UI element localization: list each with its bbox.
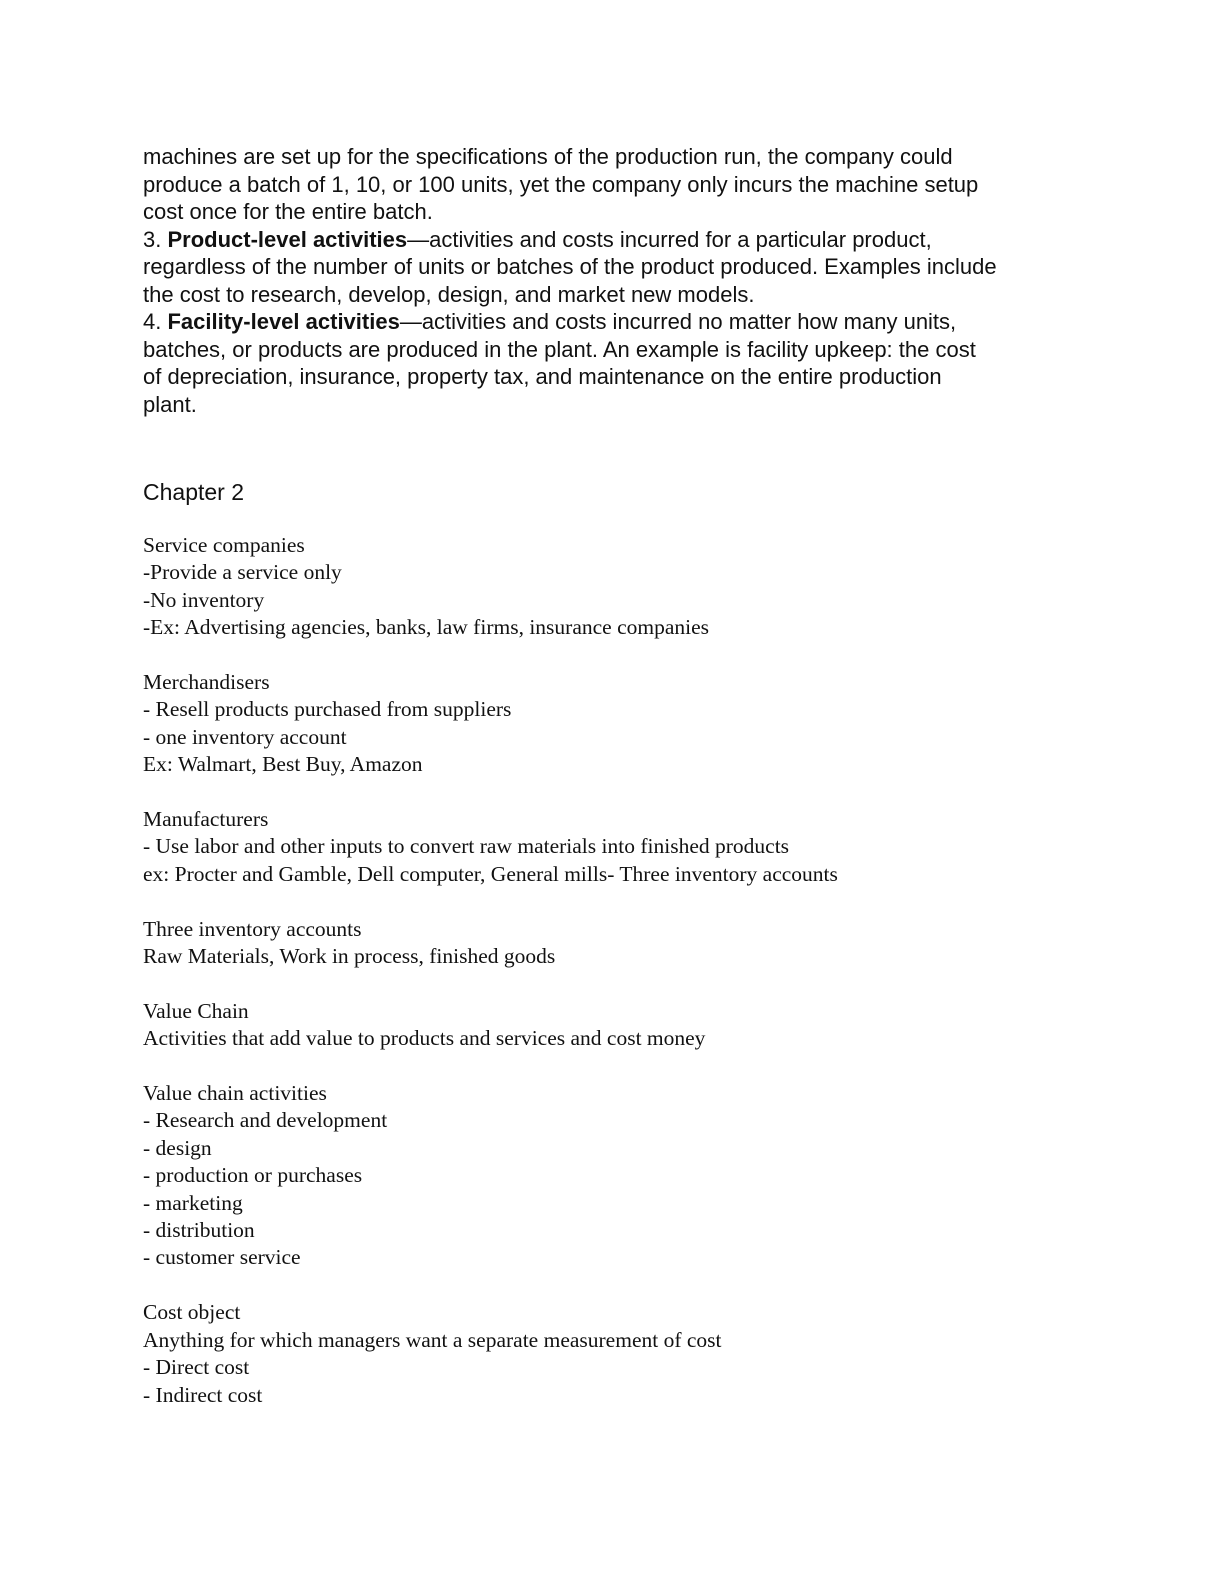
section-line: -No inventory xyxy=(143,587,265,612)
section-line: -Provide a service only xyxy=(143,560,342,585)
text-line: plant. xyxy=(143,391,197,417)
document-page xyxy=(143,143,1103,1409)
section-heading: Cost object xyxy=(143,1300,241,1325)
item-number: 3. xyxy=(143,226,168,252)
section-line: - customer service xyxy=(143,1245,301,1270)
chapter-heading: Chapter 2 xyxy=(143,479,245,505)
list-item-product-level xyxy=(143,226,1103,254)
section-line: Anything for which managers want a separate measurement of cost xyxy=(143,1327,722,1352)
section-line: - Research and development xyxy=(143,1108,388,1133)
section-line: ex: Procter and Gamble, Dell computer, General mills- Three inventory accounts xyxy=(143,861,838,886)
text-line: regardless of the number of units or batches of the product produced. Examples include xyxy=(143,254,997,279)
section-heading: Merchandisers xyxy=(143,670,270,695)
section-line: - Use labor and other inputs to convert raw materials into finished products xyxy=(143,834,790,859)
section-line: - Direct cost xyxy=(143,1355,250,1380)
note-section xyxy=(143,916,1103,971)
note-section xyxy=(143,998,1103,1053)
section-line: - design xyxy=(143,1135,212,1160)
section-line: - distribution xyxy=(143,1218,255,1243)
section-line: - one inventory account xyxy=(143,724,347,749)
note-section xyxy=(143,669,1103,779)
section-heading: Value chain activities xyxy=(143,1081,327,1106)
section-line: - Indirect cost xyxy=(143,1382,263,1407)
term-product-level: Product-level activities xyxy=(167,226,408,252)
text-line: produce a batch of 1, 10, or 100 units, yet the company only incurs the machine setup xyxy=(143,171,979,197)
section-line: - production or purchases xyxy=(143,1163,363,1188)
text-line: of depreciation, insurance, property tax, and maintenance on the entire production xyxy=(143,364,942,389)
item-definition: —activities and costs incurred for a particular product, xyxy=(407,226,932,252)
note-section xyxy=(143,532,1103,642)
section-heading: Three inventory accounts xyxy=(143,916,362,941)
activity-levels-text xyxy=(143,143,1103,418)
list-item-facility-level xyxy=(143,308,1103,336)
section-line: -Ex: Advertising agencies, banks, law firms, insurance companies xyxy=(143,615,710,640)
section-line: - Resell products purchased from suppliers xyxy=(143,697,512,722)
section-line: Activities that add value to products and services and cost money xyxy=(143,1026,706,1051)
chapter-notes xyxy=(143,532,1103,1409)
item-number: 4. xyxy=(143,309,168,334)
section-heading: Manufacturers xyxy=(143,807,269,832)
text-line: batches, or products are produced in the plant. An example is facility upkeep: the cost xyxy=(143,336,976,362)
section-heading: Service companies xyxy=(143,533,305,557)
note-section xyxy=(143,1080,1103,1272)
section-line: Raw Materials, Work in process, finished goods xyxy=(143,944,556,969)
item-definition: —activities and costs incurred no matter how many units, xyxy=(399,309,957,334)
term-facility-level: Facility-level activities xyxy=(167,309,400,334)
text-line: cost once for the entire batch. xyxy=(143,199,433,224)
text-line: the cost to research, develop, design, and market new models. xyxy=(143,281,755,307)
section-line: Ex: Walmart, Best Buy, Amazon xyxy=(143,752,423,777)
note-section xyxy=(143,806,1103,888)
text-line: machines are set up for the specifications of the production run, the company could xyxy=(143,144,953,169)
section-line: - marketing xyxy=(143,1190,243,1215)
section-heading: Value Chain xyxy=(143,998,249,1023)
note-section xyxy=(143,1299,1103,1409)
